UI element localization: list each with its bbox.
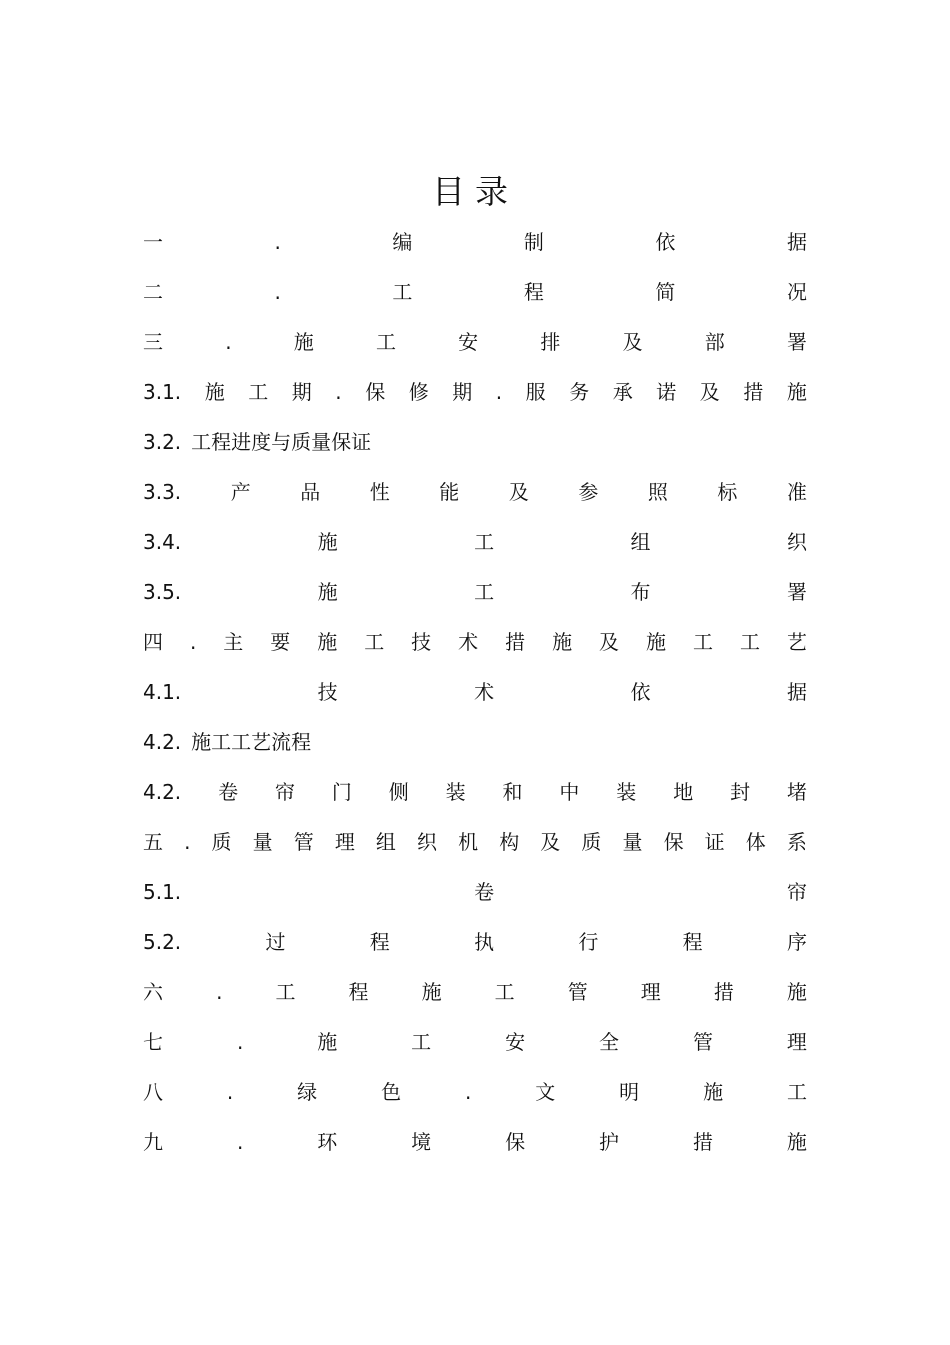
toc-entry-text: 期 (291, 380, 312, 404)
toc-entry-text: 术 (458, 630, 479, 654)
toc-entry[interactable] (143, 917, 807, 967)
toc-entry-text: 机 (458, 830, 479, 854)
toc-entry-number: 七 (143, 1030, 163, 1054)
toc-entry-text: 保 (365, 380, 386, 404)
toc-entry-text: 施 (646, 630, 667, 654)
toc-entry-number: 六 (143, 980, 163, 1004)
toc-entry-text: . (274, 230, 281, 254)
toc-entry-text: . (236, 1130, 244, 1154)
toc-entry-text: . (225, 330, 232, 354)
toc-entry[interactable] (143, 417, 807, 467)
toc-entry-number: 5.1. (143, 880, 182, 904)
toc-entry-text: 施 (552, 630, 573, 654)
toc-entry-text: 安 (458, 330, 479, 354)
toc-entry-text: 系 (786, 830, 807, 854)
toc-entry-text: 据 (786, 230, 807, 254)
toc-entry-text: 帘 (274, 780, 295, 804)
toc-entry-number: 5.2. (143, 930, 182, 954)
toc-entry-number: 八 (143, 1080, 163, 1104)
toc-entry-text: 绿 (297, 1080, 318, 1104)
toc-entry-text: . (495, 380, 503, 404)
toc-entry-number: 三 (143, 330, 163, 354)
toc-entry-number: 九 (143, 1130, 163, 1154)
toc-entry-text: 及 (508, 480, 529, 504)
toc-entry-text: 色 (381, 1080, 402, 1104)
toc-entry-text: 理 (786, 1030, 807, 1054)
toc-entry-text: 程 (682, 930, 703, 954)
toc-entry-text: 封 (730, 780, 751, 804)
toc-entry-number: 4.1. (143, 680, 182, 704)
toc-entry-text: 织 (417, 830, 438, 854)
toc-entry-text: 施 (703, 1080, 724, 1104)
toc-entry-text: 帘 (786, 880, 807, 904)
toc-entry-text: 程 (523, 280, 544, 304)
toc-entry-text: . (226, 1080, 234, 1104)
toc-entry-text: 施 (786, 1130, 807, 1154)
toc-entry-text: 产 (230, 480, 251, 504)
toc-entry-text: 施 (786, 380, 807, 404)
toc-entry[interactable] (143, 217, 807, 267)
toc-entry-text: 施 (317, 1030, 338, 1054)
toc-entry[interactable] (143, 367, 807, 417)
toc-entry-text: 堵 (786, 780, 807, 804)
toc-entry-text: 务 (569, 380, 590, 404)
toc-entry-number: 3.1. (143, 380, 182, 404)
toc-entry-text: 管 (293, 830, 314, 854)
toc-entry-text: 署 (786, 580, 807, 604)
toc-entry-text: 措 (692, 1130, 713, 1154)
toc-entry-text: 境 (411, 1130, 432, 1154)
toc-entry-text: 准 (786, 480, 807, 504)
toc-entry-text: 量 (622, 830, 643, 854)
toc-entry-text: 理 (334, 830, 355, 854)
toc-entry-text: . (274, 280, 281, 304)
toc-entry-text: 排 (540, 330, 561, 354)
toc-entry-text: 施 (786, 980, 807, 1004)
toc-entry-text: 过 (265, 930, 286, 954)
toc-entry-text: 工 (411, 1030, 432, 1054)
toc-entry-text: 工 (692, 630, 713, 654)
toc-entry-text: 护 (599, 1130, 620, 1154)
toc-entry-text: . (184, 830, 191, 854)
toc-entry[interactable] (143, 867, 807, 917)
toc-entry[interactable] (143, 1017, 807, 1067)
toc-entry-text: 施 (293, 330, 314, 354)
toc-entry-text: 序 (786, 930, 807, 954)
toc-entry[interactable] (143, 767, 807, 817)
toc-entry-text: 程 (369, 930, 390, 954)
toc-entry-text: 工 (474, 580, 495, 604)
toc-entry-text: 环 (317, 1130, 338, 1154)
toc-entry-text: 和 (502, 780, 523, 804)
toc-entry[interactable] (143, 717, 807, 767)
toc-entry-text: 证 (704, 830, 725, 854)
toc-entry-text: 行 (578, 930, 599, 954)
toc-entry-number: 二 (143, 280, 163, 304)
toc-entry-text: 文 (535, 1080, 556, 1104)
toc-entry-text: 体 (745, 830, 766, 854)
toc-entry-text: 卷 (218, 780, 239, 804)
toc-entry-text: 施 (204, 380, 225, 404)
toc-entry-text: 管 (692, 1030, 713, 1054)
toc-title: 目录 (432, 172, 518, 211)
toc-entry-text: 布 (630, 580, 651, 604)
toc-entry-text: 部 (704, 330, 725, 354)
toc-entry-text: 及 (622, 330, 643, 354)
toc-entry-text: 承 (612, 380, 633, 404)
toc-entry-text: 量 (252, 830, 273, 854)
toc-entry-text: 照 (647, 480, 668, 504)
toc-entry[interactable] (143, 467, 807, 517)
toc-entry-text: 及 (599, 630, 620, 654)
toc-entry-text: 性 (369, 480, 390, 504)
toc-entry-text: 依 (655, 230, 676, 254)
toc-entry-text: 装 (616, 780, 637, 804)
toc-entry-text: 工 (364, 630, 385, 654)
toc-entry[interactable] (143, 617, 807, 667)
toc-entry-text: 据 (786, 680, 807, 704)
toc-entry-text: 工 (494, 980, 515, 1004)
toc-entry-text: 修 (408, 380, 429, 404)
toc-entry-text: 组 (630, 530, 651, 554)
toc-entry-text: 执 (474, 930, 495, 954)
toc-entry-text: 工 (375, 330, 396, 354)
toc-entry-text: . (236, 1030, 244, 1054)
toc-entry-text: . (216, 980, 223, 1004)
toc-entry-text: . (335, 380, 342, 404)
toc-entry-text: 编 (392, 230, 413, 254)
toc-entry-text: 况 (786, 280, 807, 304)
toc-entry-text: 理 (640, 980, 661, 1004)
toc-entry-text: 期 (452, 380, 473, 404)
toc-entry-text: 要 (270, 630, 291, 654)
toc-entry-text: 保 (663, 830, 684, 854)
toc-entry-text: 组 (375, 830, 396, 854)
toc-entry-text: 措 (743, 380, 764, 404)
toc-entry-text: 参 (578, 480, 599, 504)
toc-entry-number: 4.2. (143, 780, 182, 804)
toc-entry-number: 3.2. (143, 430, 182, 454)
toc-entry-text: 简 (655, 280, 676, 304)
toc-entry-text: 门 (331, 780, 352, 804)
toc-entry-number: 3.5. (143, 580, 182, 604)
toc-entry-text: 措 (713, 980, 734, 1004)
toc-entry-text: 署 (786, 330, 807, 354)
toc-entry-text: 保 (505, 1130, 526, 1154)
toc-entry-text: 工 (739, 630, 760, 654)
toc-entry-text: 工 (392, 280, 413, 304)
toc-entry-text: 侧 (388, 780, 409, 804)
toc-entry-text: 施 (421, 980, 442, 1004)
toc-entry-text: 技 (411, 630, 432, 654)
toc-entry-text: 工程进度与质量保证 (191, 430, 372, 454)
toc-entry-text: 依 (630, 680, 651, 704)
toc-entry[interactable] (143, 817, 807, 867)
toc-entry-text: 艺 (786, 630, 807, 654)
toc-entry[interactable] (143, 1067, 807, 1117)
toc-entry-text: 服 (525, 380, 546, 404)
toc-entry[interactable] (143, 967, 807, 1017)
toc-entry-text: 构 (499, 830, 520, 854)
toc-entry-text: . (464, 1080, 472, 1104)
toc-entry-number: 4.2. (143, 730, 182, 754)
toc-entry-text: 质 (581, 830, 602, 854)
toc-entry-text: 施工工艺流程 (191, 730, 312, 754)
toc-entry-text: . (189, 630, 197, 654)
toc-entry-text: 诺 (656, 380, 677, 404)
toc-entry-number: 五 (143, 830, 163, 854)
toc-entry-text: 中 (559, 780, 580, 804)
toc-entry-text: 施 (317, 580, 338, 604)
toc-entry-text: 卷 (474, 880, 495, 904)
toc-entry-text: 管 (567, 980, 588, 1004)
toc-entry[interactable] (143, 567, 807, 617)
toc-entry-text: 工 (248, 380, 269, 404)
toc-entry-text: 施 (317, 530, 338, 554)
toc-entry[interactable] (143, 667, 807, 717)
toc-entry[interactable] (143, 517, 807, 567)
toc-entry-text: 地 (673, 780, 694, 804)
toc-entry-text: 及 (540, 830, 561, 854)
toc-entry-text: 主 (223, 630, 244, 654)
toc-entry-text: 工 (474, 530, 495, 554)
toc-entry-number: 一 (143, 230, 163, 254)
toc-entry-text: 工 (275, 980, 296, 1004)
toc-entry-text: 安 (505, 1030, 526, 1054)
toc-entry[interactable] (143, 1117, 807, 1167)
toc-entry-text: 装 (445, 780, 466, 804)
toc-entry[interactable] (143, 267, 807, 317)
toc-entry-text: 及 (699, 380, 720, 404)
toc-list (143, 217, 807, 1167)
toc-entry-text: 施 (317, 630, 338, 654)
toc-entry[interactable] (143, 317, 807, 367)
toc-entry-text: 质 (211, 830, 232, 854)
toc-entry-text: 措 (505, 630, 526, 654)
toc-entry-text: 标 (717, 480, 738, 504)
toc-entry-number: 3.3. (143, 480, 182, 504)
toc-entry-text: 术 (474, 680, 495, 704)
toc-entry-number: 3.4. (143, 530, 182, 554)
toc-entry-text: 程 (348, 980, 369, 1004)
toc-entry-text: 织 (786, 530, 807, 554)
toc-entry-text: 明 (619, 1080, 640, 1104)
toc-entry-text: 技 (317, 680, 338, 704)
toc-entry-text: 全 (599, 1030, 620, 1054)
toc-entry-number: 四 (143, 630, 163, 654)
toc-entry-text: 品 (300, 480, 321, 504)
toc-entry-text: 能 (439, 480, 460, 504)
toc-entry-text: 制 (523, 230, 544, 254)
toc-entry-text: 工 (786, 1080, 807, 1104)
